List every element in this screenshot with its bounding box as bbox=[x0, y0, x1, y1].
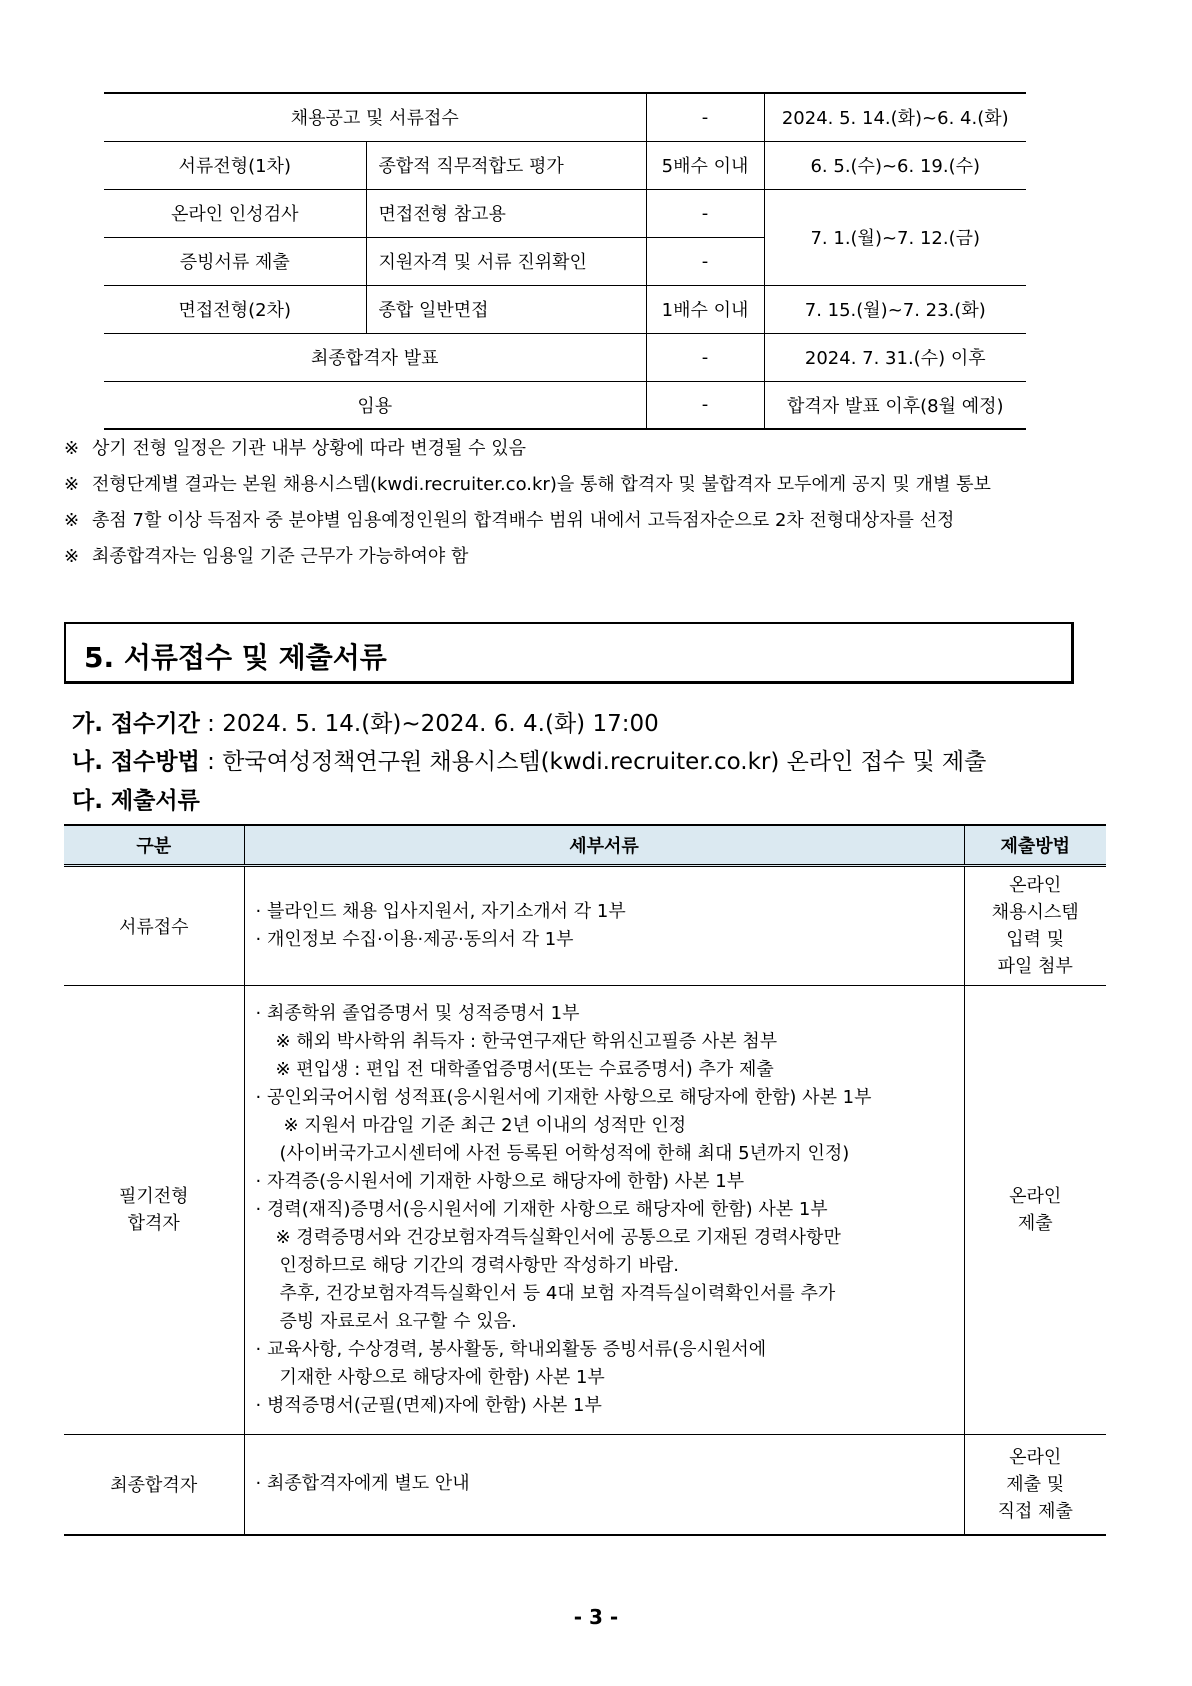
detail-line: ※ 경력증명서와 건강보험자격득실확인서에 공통으로 기재된 경력사항만 bbox=[275, 1227, 841, 1248]
stage-cell: 온라인 인성검사 bbox=[104, 189, 366, 237]
date-cell: 2024. 5. 14.(화)~6. 4.(화) bbox=[764, 93, 1026, 141]
stage-cell: 면접전형(2차) bbox=[104, 285, 366, 333]
detail-line: · 병적증명서(군필(면제)자에 한함) 사본 1부 bbox=[255, 1395, 602, 1416]
detail-line: ※ 편입생 : 편입 전 대학졸업증명서(또는 수료증명서) 추가 제출 bbox=[275, 1059, 774, 1080]
details-cell bbox=[244, 1435, 964, 1535]
ratio-cell: 5배수 이내 bbox=[646, 141, 764, 189]
table-row bbox=[64, 1435, 1106, 1535]
table-row bbox=[104, 381, 1026, 429]
note-mark: ※ bbox=[64, 474, 80, 495]
detail-line: 증빙 자료로서 요구할 수 있음. bbox=[279, 1311, 517, 1332]
detail-line: 인정하므로 해당 기간의 경력사항만 작성하기 바람. bbox=[279, 1255, 679, 1276]
method-cell bbox=[964, 986, 1106, 1435]
date-cell: 7. 15.(월)~7. 23.(화) bbox=[764, 285, 1026, 333]
detail-line: · 교육사항, 수상경력, 봉사활동, 학내외활동 증빙서류(응시원서에 bbox=[255, 1339, 767, 1360]
date-cell: 합격자 발표 이후(8월 예정) bbox=[764, 381, 1026, 429]
table-row bbox=[64, 866, 1106, 986]
table-row bbox=[104, 189, 1026, 237]
note-mark: ※ bbox=[64, 546, 80, 567]
detail-line: · 최종학위 졸업증명서 및 성적증명서 1부 bbox=[255, 1003, 580, 1024]
receipt-docs-label: 다. 제출서류 bbox=[72, 788, 200, 814]
receipt-period-label: 가. 접수기간 bbox=[72, 711, 200, 737]
documents-table bbox=[64, 824, 1106, 1536]
detail-line: · 개인정보 수집·이용·제공·동의서 각 1부 bbox=[255, 929, 574, 950]
stage-cell: 임용 bbox=[104, 381, 646, 429]
note-item bbox=[64, 506, 954, 532]
ratio-cell: - bbox=[646, 189, 764, 237]
section-heading-box bbox=[64, 622, 1074, 684]
stage-cell: 최종합격자 발표 bbox=[104, 333, 646, 381]
date-cell: 2024. 7. 31.(수) 이후 bbox=[764, 333, 1026, 381]
method-line: 직접 제출 bbox=[997, 1500, 1073, 1522]
method-line: 입력 및 bbox=[1006, 929, 1065, 950]
note-item bbox=[64, 542, 468, 568]
table-header-row bbox=[64, 825, 1106, 866]
receipt-period bbox=[72, 705, 659, 738]
method-line: 제출 bbox=[1017, 1213, 1053, 1234]
detail-line: · 블라인드 채용 입사지원서, 자기소개서 각 1부 bbox=[255, 901, 626, 922]
note-item bbox=[64, 434, 526, 460]
note-text: 최종합격자는 임용일 기준 근무가 가능하여야 함 bbox=[92, 546, 469, 567]
stage-cell: 서류전형(1차) bbox=[104, 141, 366, 189]
stage-cell: 채용공고 및 서류접수 bbox=[104, 93, 646, 141]
receipt-method-label: 나. 접수방법 bbox=[72, 749, 200, 775]
ratio-cell: - bbox=[646, 237, 764, 285]
receipt-method-value: : 한국여성정책연구원 채용시스템(kwdi.recruiter.co.kr) 온라인 접수 및 제출 bbox=[207, 749, 987, 775]
detail-line: · 공인외국어시험 성적표(응시원서에 기재한 사항으로 해당자에 한함) 사본 1부 bbox=[255, 1087, 872, 1108]
page-number: - 3 - bbox=[573, 1605, 619, 1629]
category-cell bbox=[64, 986, 244, 1435]
detail-line: · 자격증(응시원서에 기재한 사항으로 해당자에 한함) 사본 1부 bbox=[255, 1171, 745, 1192]
detail-line: · 경력(재직)증명서(응시원서에 기재한 사항으로 해당자에 한함) 사본 1부 bbox=[255, 1199, 828, 1220]
method-line: 온라인 bbox=[1009, 1186, 1062, 1207]
detail-line: (사이버국가고시센터에 사전 등록된 어학성적에 한해 최대 5년까지 인정) bbox=[279, 1143, 850, 1164]
table-row bbox=[64, 986, 1106, 1435]
ratio-cell: - bbox=[646, 333, 764, 381]
detail-line: · 최종합격자에게 별도 안내 bbox=[255, 1473, 470, 1495]
method-cell bbox=[964, 1435, 1106, 1535]
detail-cell: 지원자격 및 서류 진위확인 bbox=[366, 237, 646, 285]
detail-line: 기재한 사항으로 해당자에 한함) 사본 1부 bbox=[279, 1367, 605, 1388]
receipt-period-value: : 2024. 5. 14.(화)~2024. 6. 4.(화) 17:00 bbox=[207, 711, 659, 737]
method-line: 파일 첨부 bbox=[997, 956, 1073, 977]
table-row bbox=[104, 93, 1026, 141]
note-text: 총점 7할 이상 득점자 중 분야별 임용예정인원의 합격배수 범위 내에서 고득점자순으로 2차 전형대상자를 선정 bbox=[92, 510, 955, 531]
category-cell: 서류접수 bbox=[64, 866, 244, 986]
section-title: 5. 서류접수 및 제출서류 bbox=[84, 641, 387, 674]
stage-cell: 증빙서류 제출 bbox=[104, 237, 366, 285]
header-method: 제출방법 bbox=[964, 825, 1106, 866]
method-line: 제출 및 bbox=[1006, 1473, 1065, 1495]
detail-cell: 종합적 직무적합도 평가 bbox=[366, 141, 646, 189]
ratio-cell: 1배수 이내 bbox=[646, 285, 764, 333]
detail-line: 추후, 건강보험자격득실확인서 등 4대 보험 자격득실이력확인서를 추가 bbox=[279, 1283, 836, 1304]
method-cell bbox=[964, 866, 1106, 986]
date-cell: 7. 1.(월)~7. 12.(금) bbox=[764, 189, 1026, 285]
method-line: 온라인 bbox=[1009, 1446, 1062, 1468]
header-details: 세부서류 bbox=[244, 825, 964, 866]
date-cell: 6. 5.(수)~6. 19.(수) bbox=[764, 141, 1026, 189]
table-row bbox=[104, 333, 1026, 381]
ratio-cell: - bbox=[646, 381, 764, 429]
note-text: 상기 전형 일정은 기관 내부 상황에 따라 변경될 수 있음 bbox=[92, 438, 527, 459]
table-row bbox=[104, 285, 1026, 333]
header-category: 구분 bbox=[64, 825, 244, 866]
detail-line: ※ 해외 박사학위 취득자 : 한국연구재단 학위신고필증 사본 첨부 bbox=[275, 1031, 778, 1052]
details-cell bbox=[244, 866, 964, 986]
ratio-cell: - bbox=[646, 93, 764, 141]
note-text: 전형단계별 결과는 본원 채용시스템(kwdi.recruiter.co.kr)을 통해 합격자 및 불합격자 모두에게 공지 및 개별 통보 bbox=[92, 474, 991, 495]
method-line: 채용시스템 bbox=[991, 902, 1079, 923]
table-row bbox=[104, 141, 1026, 189]
note-mark: ※ bbox=[64, 438, 80, 459]
detail-cell: 면접전형 참고용 bbox=[366, 189, 646, 237]
method-line: 온라인 bbox=[1009, 875, 1062, 896]
note-mark: ※ bbox=[64, 510, 80, 531]
category-line: 합격자 bbox=[127, 1213, 180, 1234]
category-cell: 최종합격자 bbox=[64, 1435, 244, 1535]
detail-cell: 종합 일반면접 bbox=[366, 285, 646, 333]
schedule-table bbox=[104, 92, 1026, 430]
note-item bbox=[64, 470, 991, 496]
category-line: 필기전형 bbox=[118, 1186, 189, 1207]
receipt-docs bbox=[72, 782, 200, 815]
details-cell bbox=[244, 986, 964, 1435]
receipt-method bbox=[72, 743, 986, 776]
detail-line: ※ 지원서 마감일 기준 최근 2년 이내의 성적만 인정 bbox=[283, 1115, 687, 1136]
